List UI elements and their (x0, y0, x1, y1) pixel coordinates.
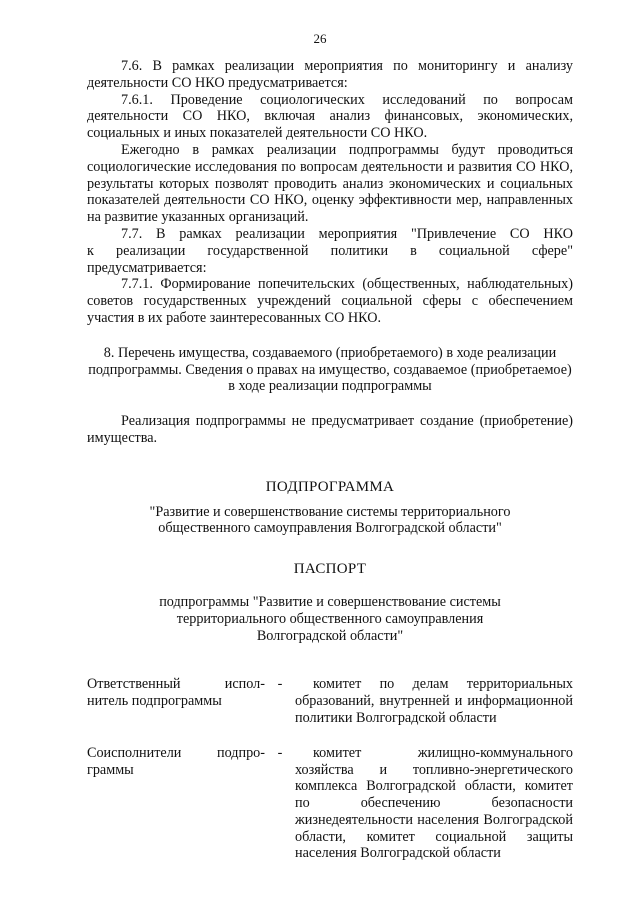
paragraph-7-7-line2: к реализации государственной политики в социальной сфере" (87, 242, 573, 259)
passport-row-dash: - (277, 744, 283, 761)
passport-title-line2: территориального общественного самоуправления (176, 610, 484, 627)
section-8-line2: подпрограммы. Сведения о правах на имущество, создаваемое (приобретаемое) (88, 361, 572, 378)
section-8-line3: в ходе реализации подпрограммы (228, 378, 432, 395)
passport-row-value: комитет жилищно-коммунального хозяйства и топливно-энергетического комплекса Волгоградской области, комитет по обеспечению безопасности жизнедеятельности населения Волгоградской области, комитет социальной защиты населения Волгоградской области (295, 744, 573, 862)
passport-row-label: Соисполнители подпро- граммы (87, 744, 265, 778)
passport-heading: ПАСПОРТ (293, 561, 367, 578)
document-body (87, 58, 573, 862)
passport-row-dash: - (277, 676, 283, 693)
subprogram-title-line1: "Развитие и совершенствование системы территориального (149, 503, 511, 520)
subprogram-title-line2: общественного самоуправления Волгоградской области" (158, 520, 502, 537)
passport-row-value: комитет по делам территориальных образований, внутренней и информационной политики Волгоградской области (295, 676, 573, 726)
passport-row-label: Ответственный испол- нитель подпрограммы (87, 676, 265, 710)
paragraph-7-6-1: 7.6.1. Проведение социологических исследований по вопросам деятельности СО НКО, включая анализ финансовых, экономических, социальных и иных показателей деятельности СО НКО. (87, 91, 573, 142)
paragraph-annual-research: Ежегодно в рамках реализации подпрограммы будут проводиться социологические исследования по вопросам деятельности и развития СО НКО, результаты которых позволят проводить анализ экономических и социальных показателей деятельности СО НКО, оценку эффективности мер, направленных на развитие указанных организаций. (87, 141, 573, 226)
passport-row-coexecutors (87, 745, 573, 863)
paragraph-7-7-1: 7.7.1. Формирование попечительских (общественных, наблюдательных) советов государственных учреждений социальной сферы с обеспечением участия в их работе заинтересованных СО НКО. (87, 276, 573, 326)
passport-title-line3: Волгоградской области" (256, 627, 404, 644)
section-8-line1: 8. Перечень имущества, создаваемого (приобретаемого) в ходе реализации (103, 344, 557, 361)
passport-title-line1: подпрограммы "Развитие и совершенствование системы (159, 593, 501, 610)
section-8-heading (87, 345, 573, 395)
paragraph-7-7-line3: предусматривается: (87, 259, 207, 276)
page-number: 26 (313, 31, 327, 46)
paragraph-no-property: Реализация подпрограммы не предусматривает создание (приобретение) имущества. (87, 413, 573, 446)
passport-row-responsible (87, 676, 573, 726)
paragraph-7-7-line1: 7.7. В рамках реализации мероприятия "Привлечение СО НКО (121, 225, 573, 242)
paragraph-7-7 (87, 226, 573, 276)
paragraph-7-6: 7.6. В рамках реализации мероприятия по мониторингу и анализу деятельности СО НКО предусматривается: (87, 58, 573, 91)
subprogram-heading: ПОДПРОГРАММА (265, 478, 395, 495)
